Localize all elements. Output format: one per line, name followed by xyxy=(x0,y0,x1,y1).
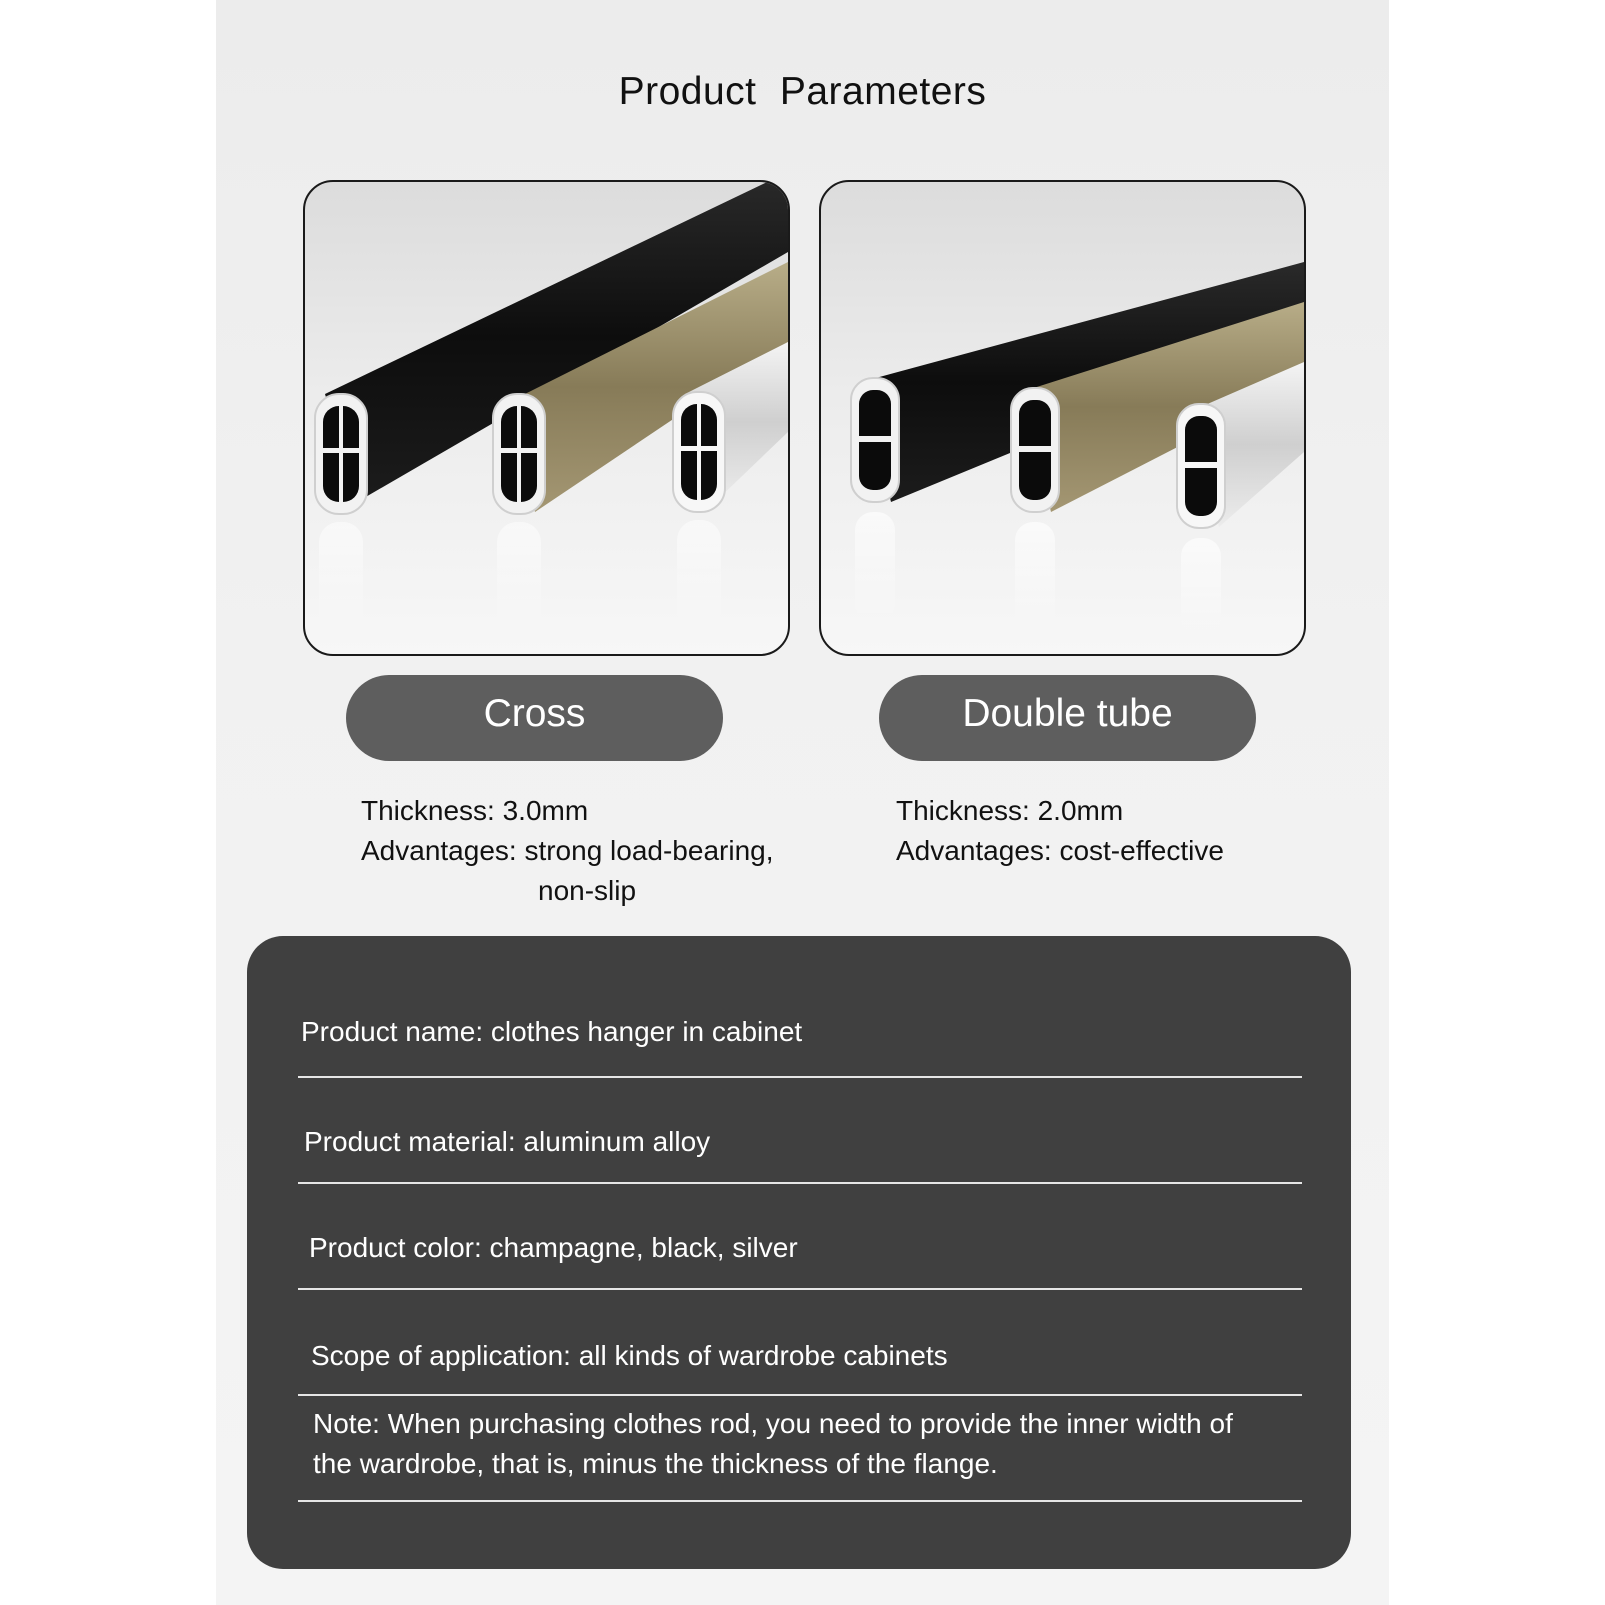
cross-specs xyxy=(361,791,774,911)
double-tube-advantages: Advantages: cost-effective xyxy=(896,835,1224,866)
cross-rod-image xyxy=(303,180,790,656)
param-product-name-text: Product name: clothes hanger in cabinet xyxy=(301,1016,803,1047)
param-color xyxy=(298,1184,1302,1290)
param-scope xyxy=(298,1290,1302,1396)
cross-thickness: Thickness: 3.0mm xyxy=(361,795,589,826)
cross-end-cap-black xyxy=(315,394,367,514)
param-note-text xyxy=(313,1404,1233,1484)
page-title: Product Parameters xyxy=(618,70,987,113)
cross-end-cap-silver xyxy=(673,392,725,512)
cross-advantages-continued: non-slip xyxy=(538,875,637,906)
double-tube-specs xyxy=(896,791,1224,871)
param-note-line-2: the wardrobe, that is, minus the thickness of the flange. xyxy=(313,1448,998,1479)
param-material-text: Product material: aluminum alloy xyxy=(304,1126,711,1157)
param-note-line-1: Note: When purchasing clothes rod, you need to provide the inner width of xyxy=(313,1408,1233,1439)
double-tube-label: Double tube xyxy=(879,675,1256,761)
param-color-text: Product color: champagne, black, silver xyxy=(309,1232,798,1263)
param-material xyxy=(298,1078,1302,1184)
cross-end-cap-champagne xyxy=(493,394,545,514)
double-tube-end-cap-champagne xyxy=(1011,388,1059,512)
cross-label: Cross xyxy=(346,675,723,761)
product-parameters-page xyxy=(216,0,1389,1605)
parameters-panel xyxy=(247,936,1351,1569)
param-scope-text: Scope of application: all kinds of wardrobe cabinets xyxy=(311,1340,948,1371)
cross-advantages: Advantages: strong load-bearing, xyxy=(361,835,774,866)
double-tube-end-cap-silver xyxy=(1177,404,1225,528)
param-product-name xyxy=(298,996,1302,1078)
double-tube-thickness: Thickness: 2.0mm xyxy=(896,795,1124,826)
double-tube-rod-image xyxy=(819,180,1306,656)
double-tube-end-cap-black xyxy=(851,378,899,502)
param-note xyxy=(298,1396,1302,1502)
